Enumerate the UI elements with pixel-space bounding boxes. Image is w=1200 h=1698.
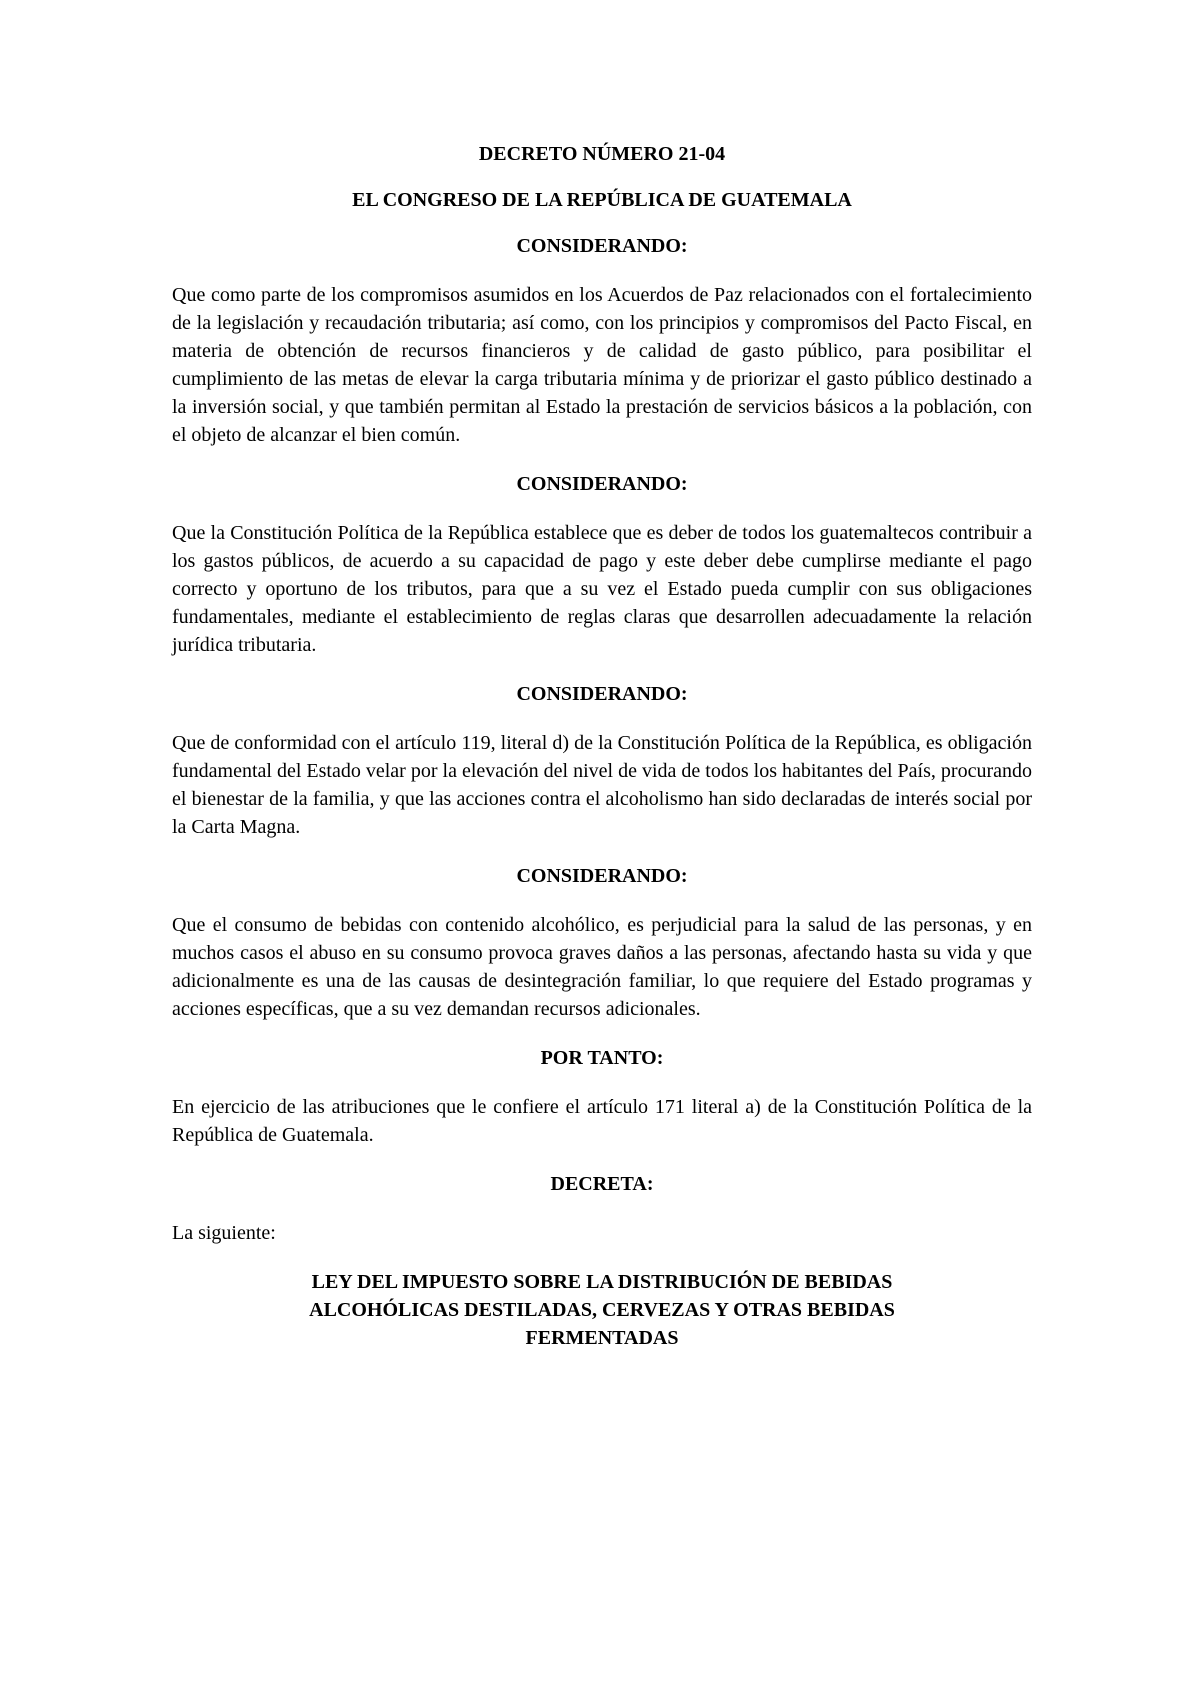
document-page [172, 140, 1032, 1352]
considerando-heading-2: CONSIDERANDO: [516, 473, 688, 495]
decree-number: DECRETO NÚMERO 21-04 [478, 143, 726, 165]
law-title-line-2: ALCOHÓLICAS DESTILADAS, CERVEZAS Y OTRAS BEBIDAS [309, 1299, 895, 1321]
law-title-line-1: LEY DEL IMPUESTO SOBRE LA DISTRIBUCIÓN DE BEBIDAS [311, 1271, 893, 1293]
considerando-text-2: Que la Constitución Política de la República establece que es deber de todos los guatemaltecos contribuir a los gastos públicos, de acuerdo a su capacidad de pago y este deber debe cumplirse mediante el pago correcto y oportuno de los tributos, para que a su vez el Estado pueda cumplir con sus obligaciones fundamentales, mediante el establecimiento de reglas claras que desarrollen adecuadamente la relación jurídica tributaria. [172, 522, 1032, 656]
law-title [172, 1268, 1032, 1352]
considerando-heading-1: CONSIDERANDO: [516, 235, 688, 257]
decreta-heading: DECRETA: [550, 1173, 654, 1195]
decreta-text: La siguiente: [172, 1222, 276, 1244]
considerando-text-4: Que el consumo de bebidas con contenido alcohólico, es perjudicial para la salud de las personas, y en muchos casos el abuso en su consumo provoca graves daños a las personas, afectando hasta su vida y que adicionalmente es una de las causas de desintegración familiar, lo que requiere del Estado programas y acciones específicas, que a su vez demandan recursos adicionales. [172, 914, 1032, 1020]
por-tanto-text: En ejercicio de las atribuciones que le confiere el artículo 171 literal a) de la Constitución Política de la República de Guatemala. [172, 1096, 1032, 1146]
considerando-text-3: Que de conformidad con el artículo 119, literal d) de la Constitución Política de la República, es obligación fundamental del Estado velar por la elevación del nivel de vida de todos los habitantes del País, procurando el bienestar de la familia, y que las acciones contra el alcoholismo han sido declaradas de interés social por la Carta Magna. [172, 732, 1032, 838]
por-tanto-heading: POR TANTO: [540, 1047, 664, 1069]
considerando-heading-3: CONSIDERANDO: [516, 683, 688, 705]
considerando-text-1: Que como parte de los compromisos asumidos en los Acuerdos de Paz relacionados con el fortalecimiento de la legislación y recaudación tributaria; así como, con los principios y compromisos del Pacto Fiscal, en materia de obtención de recursos financieros y de calidad de gasto público, para posibilitar el cumplimiento de las metas de elevar la carga tributaria mínima y de priorizar el gasto público destinado a la inversión social, y que también permitan al Estado la prestación de servicios básicos a la población, con el objeto de alcanzar el bien común. [172, 284, 1032, 446]
considerando-heading-4: CONSIDERANDO: [516, 865, 688, 887]
law-title-line-3: FERMENTADAS [525, 1327, 679, 1349]
issuer-heading: EL CONGRESO DE LA REPÚBLICA DE GUATEMALA [352, 189, 852, 211]
